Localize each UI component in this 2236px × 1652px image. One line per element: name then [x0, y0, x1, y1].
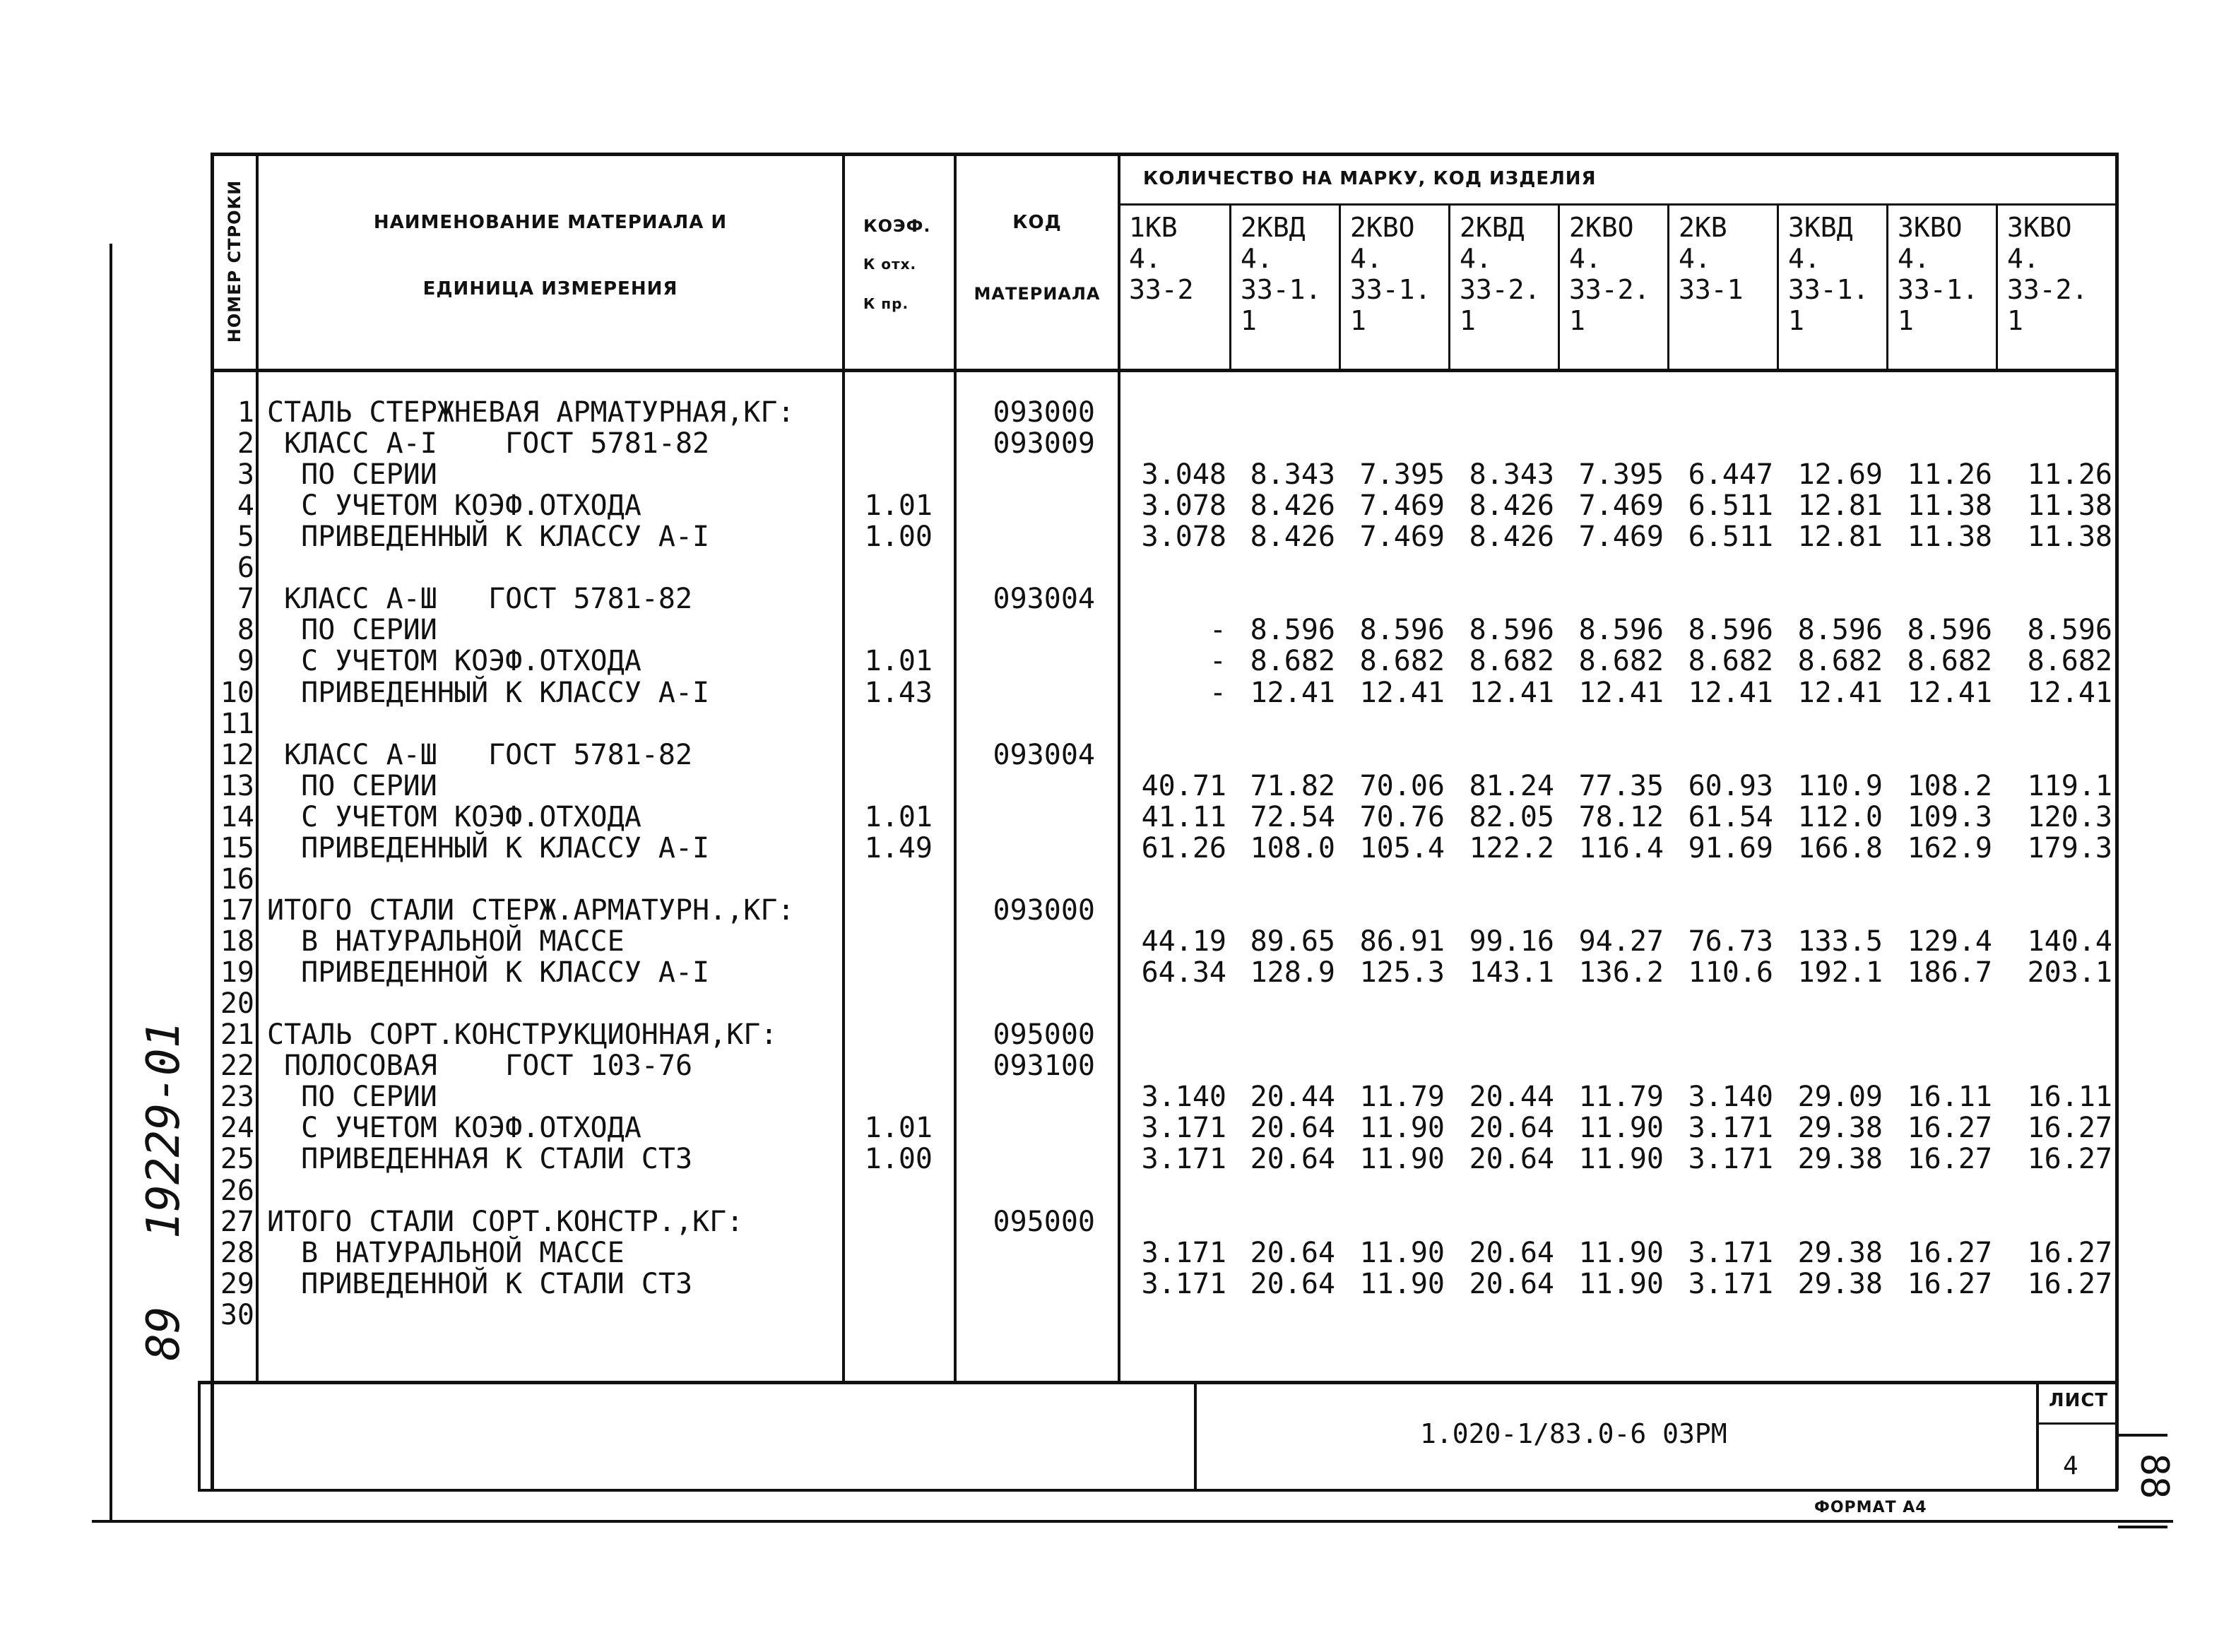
quantity-value: 16.27: [2027, 1267, 2112, 1300]
product-column-header-line: 1: [1460, 305, 1476, 336]
material-name: ПРИВЕДЕННЫЙ К КЛАССУ А-I: [267, 521, 710, 554]
material-name: ПРИВЕДЕННАЯ К СТАЛИ СТЗ: [267, 1143, 693, 1176]
material-name: С УЧЕТОМ КОЭФ.ОТХОДА: [267, 1112, 641, 1145]
quantity-value: 94.27: [1578, 925, 1664, 958]
quantity-value: 3.171: [1688, 1143, 1773, 1176]
product-column-header-line: 33-1.: [1788, 274, 1869, 305]
material-code: 093004: [993, 738, 1095, 771]
quantity-value: 8.343: [1469, 458, 1554, 492]
quantity-value: 29.38: [1797, 1236, 1883, 1269]
quantity-value: 8.682: [1578, 645, 1664, 678]
quantity-value: 11.38: [2027, 489, 2112, 523]
quantity-value: 20.64: [1469, 1236, 1554, 1269]
product-column-header-line: 2КВО: [1569, 212, 1634, 243]
quantity-value: 8.596: [1469, 614, 1554, 647]
sheet-cell-divider: [2036, 1422, 2118, 1425]
quantity-value: 86.91: [1359, 925, 1445, 958]
quantity-value: 60.93: [1688, 769, 1773, 802]
quantity-value: 64.34: [1141, 956, 1226, 990]
quantity-value: 3.171: [1141, 1236, 1226, 1269]
format-label: ФОРМАТ А4: [1814, 1499, 1927, 1516]
quantity-value: 11.90: [1359, 1236, 1445, 1269]
quantity-value: 8.682: [1469, 645, 1554, 678]
row-number: 30: [220, 1298, 254, 1331]
product-column-header-line: 33-2.: [1569, 274, 1650, 305]
side-document-number: 19229-01: [138, 1021, 190, 1240]
right-edge-mark: [2118, 1434, 2167, 1437]
row-number: 11: [220, 707, 254, 740]
quantity-value: 16.27: [1907, 1236, 1992, 1269]
material-name: ПРИВЕДЕННЫЙ К КЛАССУ А-I: [267, 676, 710, 709]
quantity-value: 109.3: [1907, 800, 1992, 833]
quantity-value: 12.41: [1359, 676, 1445, 709]
quantity-value: 7.469: [1359, 521, 1445, 554]
quantity-value: 20.44: [1469, 1081, 1554, 1114]
right-edge-mark: [2118, 1526, 2167, 1528]
quantity-value: 11.90: [1578, 1112, 1664, 1145]
product-column-header-line: 3КВО: [2007, 212, 2072, 243]
row-number: 29: [220, 1267, 254, 1300]
quantity-value: 11.90: [1578, 1267, 1664, 1300]
material-name: ПОЛОСОВАЯ ГОСТ 103-76: [267, 1050, 693, 1083]
quantity-value: -: [1209, 614, 1226, 647]
quantity-value: 11.90: [1359, 1112, 1445, 1145]
quantity-value: 91.69: [1688, 831, 1773, 864]
quantity-value: -: [1209, 645, 1226, 678]
rownum-col-divider: [256, 153, 259, 1383]
product-column-header-line: 3КВО: [1898, 212, 1963, 243]
code-col-divider: [1118, 153, 1120, 1383]
quantity-value: 7.395: [1359, 458, 1445, 492]
quantity-value: 112.0: [1797, 800, 1883, 833]
quantity-value: 128.9: [1250, 956, 1335, 990]
product-column-header-line: 1: [1569, 305, 1585, 336]
quantity-value: 8.596: [1907, 614, 1992, 647]
material-name: ПО СЕРИИ: [267, 769, 437, 802]
product-column-header-line: 2КВО: [1350, 212, 1415, 243]
quantity-value: 16.27: [2027, 1236, 2112, 1269]
product-column-header-line: 1: [1241, 305, 1257, 336]
quantity-value: 3.171: [1688, 1267, 1773, 1300]
material-name: КЛАСС А-Ш ГОСТ 5781-82: [267, 583, 693, 616]
quantity-value: 8.682: [1359, 645, 1445, 678]
table-left-border: [211, 153, 214, 1490]
quantity-value: 110.6: [1688, 956, 1773, 990]
quantity-value: 8.596: [1250, 614, 1335, 647]
document-code: 1.020-1/83.0-6 03РМ: [1420, 1418, 1727, 1449]
quantity-value: 133.5: [1797, 925, 1883, 958]
quantity-value: 11.38: [1907, 521, 1992, 554]
material-code: 093004: [993, 583, 1095, 616]
product-column-header-line: 33-1.: [1350, 274, 1431, 305]
product-column-header-line: 1: [2007, 305, 2023, 336]
product-column-header-line: 4.: [1898, 243, 1930, 274]
quantity-value: 76.73: [1688, 925, 1773, 958]
quantity-header: КОЛИЧЕСТВО НА МАРКУ, КОД ИЗДЕЛИЯ: [1143, 168, 1597, 189]
quantity-value: 8.682: [1907, 645, 1992, 678]
quantity-value: 16.11: [2027, 1081, 2112, 1114]
material-code: 095000: [993, 1018, 1095, 1052]
quantity-value: 3.078: [1141, 489, 1226, 523]
quantity-value: 12.41: [1688, 676, 1773, 709]
row-number: 27: [220, 1205, 254, 1238]
quantity-value: 8.682: [1250, 645, 1335, 678]
quantity-value: 11.90: [1359, 1143, 1445, 1176]
quantity-value: 105.4: [1359, 831, 1445, 864]
quantity-value: 20.64: [1250, 1143, 1335, 1176]
body-bottom-border: [198, 1381, 2118, 1384]
qty-subcol-divider: [1229, 203, 1231, 371]
coef-header-1: КОЭФ.: [863, 216, 931, 236]
quantity-value: 12.81: [1797, 489, 1883, 523]
material-name: С УЧЕТОМ КОЭФ.ОТХОДА: [267, 645, 641, 678]
material-code: 093000: [993, 893, 1095, 927]
quantity-value: 29.38: [1797, 1267, 1883, 1300]
row-number: 24: [220, 1112, 254, 1145]
product-column-header-line: 4.: [1460, 243, 1492, 274]
quantity-value: 12.69: [1797, 458, 1883, 492]
qty-subcol-divider: [1777, 203, 1779, 371]
qty-subcol-divider: [1996, 203, 1998, 371]
product-column-header-line: 4.: [1679, 243, 1711, 274]
product-column-header-line: 33-1: [1679, 274, 1744, 305]
side-page-number: 89: [138, 1306, 190, 1361]
coef-header-2: К отх.: [863, 256, 917, 273]
quantity-value: 129.4: [1907, 925, 1992, 958]
row-number: 19: [220, 956, 254, 990]
quantity-value: 7.469: [1578, 489, 1664, 523]
quantity-value: 71.82: [1250, 769, 1335, 802]
quantity-value: 99.16: [1469, 925, 1554, 958]
sheet-number: 4: [2063, 1451, 2078, 1480]
quantity-value: 120.3: [2027, 800, 2112, 833]
product-column-header-line: 2КВ: [1679, 212, 1727, 243]
quantity-value: 12.41: [2027, 676, 2112, 709]
quantity-value: 20.64: [1469, 1143, 1554, 1176]
product-column-header-line: 33-2.: [2007, 274, 2088, 305]
material-name: КЛАСС А-Ш ГОСТ 5781-82: [267, 738, 693, 771]
quantity-value: 11.90: [1359, 1267, 1445, 1300]
header-bottom-border: [211, 369, 2118, 372]
quantity-value: 116.4: [1578, 831, 1664, 864]
quantity-value: 12.81: [1797, 521, 1883, 554]
quantity-value: 20.64: [1469, 1112, 1554, 1145]
quantity-value: 16.27: [1907, 1143, 1992, 1176]
quantity-value: 20.64: [1250, 1236, 1335, 1269]
quantity-value: 11.26: [2027, 458, 2112, 492]
quantity-value: 16.27: [1907, 1112, 1992, 1145]
quantity-value: 3.048: [1141, 458, 1226, 492]
quantity-value: 11.26: [1907, 458, 1992, 492]
row-number: 14: [220, 800, 254, 833]
product-column-header-line: 1: [1788, 305, 1804, 336]
quantity-value: 20.64: [1469, 1267, 1554, 1300]
row-number: 6: [237, 552, 254, 585]
quantity-value: 61.54: [1688, 800, 1773, 833]
material-name: В НАТУРАЛЬНОЙ МАССЕ: [267, 925, 625, 958]
qty-subcol-divider: [1448, 203, 1450, 371]
quantity-value: 20.44: [1250, 1081, 1335, 1114]
quantity-value: 70.06: [1359, 769, 1445, 802]
product-column-header-line: 2КВД: [1460, 212, 1525, 243]
row-number: 3: [237, 458, 254, 492]
quantity-value: 125.3: [1359, 956, 1445, 990]
product-column-header-line: 2КВД: [1241, 212, 1306, 243]
quantity-value: 3.171: [1141, 1267, 1226, 1300]
quantity-value: 3.171: [1141, 1143, 1226, 1176]
row-number: 17: [220, 893, 254, 927]
quantity-value: 186.7: [1907, 956, 1992, 990]
material-name: ИТОГО СТАЛИ СОРТ.КОНСТР.,КГ:: [267, 1205, 744, 1238]
quantity-value: 3.140: [1141, 1081, 1226, 1114]
quantity-value: 203.1: [2027, 956, 2112, 990]
footer-left-border: [198, 1381, 201, 1490]
quantity-value: 166.8: [1797, 831, 1883, 864]
quantity-value: 11.38: [2027, 521, 2112, 554]
quantity-value: 7.469: [1359, 489, 1445, 523]
qty-subcol-divider: [1339, 203, 1341, 371]
quantity-value: 72.54: [1250, 800, 1335, 833]
quantity-value: 8.426: [1469, 489, 1554, 523]
coef-header-3: К пр.: [863, 295, 909, 312]
row-number: 21: [220, 1018, 254, 1052]
row-number: 10: [220, 676, 254, 709]
quantity-value: 108.2: [1907, 769, 1992, 802]
material-name: ПО СЕРИИ: [267, 458, 437, 492]
material-name: ПО СЕРИИ: [267, 614, 437, 647]
quantity-value: 89.65: [1250, 925, 1335, 958]
coefficient: 1.49: [864, 831, 933, 864]
row-number: 13: [220, 769, 254, 802]
quantity-value: 11.79: [1578, 1081, 1664, 1114]
row-number: 9: [237, 645, 254, 678]
row-number: 15: [220, 831, 254, 864]
quantity-value: 8.426: [1250, 489, 1335, 523]
product-column-header-line: 33-2.: [1460, 274, 1541, 305]
name-header-line1: НАИМЕНОВАНИЕ МАТЕРИАЛА И: [373, 212, 728, 233]
quantity-value: 16.27: [2027, 1112, 2112, 1145]
quantity-value: 192.1: [1797, 956, 1883, 990]
coefficient: 1.01: [864, 1112, 933, 1145]
product-column-header-line: 4.: [1569, 243, 1602, 274]
quantity-value: 11.79: [1359, 1081, 1445, 1114]
row-number: 28: [220, 1236, 254, 1269]
quantity-value: 82.05: [1469, 800, 1554, 833]
qty-subcol-divider: [1558, 203, 1560, 371]
product-column-header-line: 3КВД: [1788, 212, 1853, 243]
row-number: 7: [237, 583, 254, 616]
coefficient: 1.01: [864, 800, 933, 833]
quantity-value: 108.0: [1250, 831, 1335, 864]
quantity-value: 12.41: [1797, 676, 1883, 709]
row-number: 5: [237, 521, 254, 554]
product-column-header-line: 33-2: [1129, 274, 1194, 305]
quantity-value: 122.2: [1469, 831, 1554, 864]
quantity-value: -: [1209, 676, 1226, 709]
product-column-header-line: 33-1.: [1898, 274, 1979, 305]
quantity-value: 16.27: [2027, 1143, 2112, 1176]
quantity-value: 8.682: [2027, 645, 2112, 678]
quantity-value: 8.682: [1797, 645, 1883, 678]
footer-bottom-border: [198, 1489, 2118, 1492]
quantity-value: 40.71: [1141, 769, 1226, 802]
material-code: 093000: [993, 396, 1095, 429]
quantity-value: 11.90: [1578, 1236, 1664, 1269]
material-name: С УЧЕТОМ КОЭФ.ОТХОДА: [267, 800, 641, 833]
sheet-cell-left-divider: [2036, 1381, 2039, 1490]
product-column-header-line: 4.: [1241, 243, 1273, 274]
product-column-header-line: 4.: [1788, 243, 1821, 274]
material-name: СТАЛЬ СТЕРЖНЕВАЯ АРМАТУРНАЯ,КГ:: [267, 396, 795, 429]
row-number: 20: [220, 987, 254, 1021]
quantity-value: 11.38: [1907, 489, 1992, 523]
row-number: 4: [237, 489, 254, 523]
quantity-value: 6.511: [1688, 489, 1773, 523]
quantity-value: 29.38: [1797, 1143, 1883, 1176]
row-number: 12: [220, 738, 254, 771]
quantity-value: 119.1: [2027, 769, 2112, 802]
quantity-value: 8.596: [1688, 614, 1773, 647]
material-name: КЛАСС А-I ГОСТ 5781-82: [267, 427, 710, 460]
coefficient: 1.43: [864, 676, 933, 709]
quantity-value: 3.171: [1688, 1112, 1773, 1145]
quantity-value: 3.171: [1688, 1236, 1773, 1269]
quantity-value: 12.41: [1469, 676, 1554, 709]
quantity-value: 11.90: [1578, 1143, 1664, 1176]
material-code: 093100: [993, 1050, 1095, 1083]
product-column-header-line: 1: [1350, 305, 1366, 336]
material-name: В НАТУРАЛЬНОЙ МАССЕ: [267, 1236, 625, 1269]
material-name: СТАЛЬ СОРТ.КОНСТРУКЦИОННАЯ,КГ:: [267, 1018, 778, 1052]
quantity-value: 8.596: [1578, 614, 1664, 647]
row-number: 26: [220, 1174, 254, 1207]
quantity-value: 29.09: [1797, 1081, 1883, 1114]
coefficient: 1.01: [864, 489, 933, 523]
quantity-value: 8.596: [1797, 614, 1883, 647]
quantity-value: 12.41: [1907, 676, 1992, 709]
material-code: 093009: [993, 427, 1095, 460]
code-header-1: КОД: [1012, 212, 1062, 233]
sheet-label: ЛИСТ: [2049, 1390, 2109, 1411]
quantity-value: 8.426: [1250, 521, 1335, 554]
quantity-value: 29.38: [1797, 1112, 1883, 1145]
quantity-value: 20.64: [1250, 1267, 1335, 1300]
quantity-value: 3.140: [1688, 1081, 1773, 1114]
product-column-header-line: 1КВ: [1129, 212, 1178, 243]
name-header-line2: ЕДИНИЦА ИЗМЕРЕНИЯ: [422, 278, 678, 299]
product-column-header-line: 33-1.: [1241, 274, 1322, 305]
quantity-value: 6.511: [1688, 521, 1773, 554]
row-number: 25: [220, 1143, 254, 1176]
material-name: ПРИВЕДЕННОЙ К КЛАССУ А-I: [267, 956, 710, 990]
row-number: 2: [237, 427, 254, 460]
product-column-header-line: 4.: [1129, 243, 1161, 274]
quantity-value: 7.469: [1578, 521, 1664, 554]
quantity-value: 12.41: [1250, 676, 1335, 709]
quantity-value: 143.1: [1469, 956, 1554, 990]
row-number: 8: [237, 614, 254, 647]
quantity-value: 3.078: [1141, 521, 1226, 554]
stamp-left-divider: [1194, 1381, 1197, 1490]
name-col-divider: [842, 153, 845, 1383]
quantity-value: 41.11: [1141, 800, 1226, 833]
quantity-value: 16.27: [1907, 1267, 1992, 1300]
quantity-value: 77.35: [1578, 769, 1664, 802]
corner-number: 88: [2132, 1453, 2177, 1499]
coefficient: 1.00: [864, 1143, 933, 1176]
outer-left-border: [110, 244, 112, 1522]
material-name: С УЧЕТОМ КОЭФ.ОТХОДА: [267, 489, 641, 523]
quantity-value: 8.426: [1469, 521, 1554, 554]
quantity-value: 8.682: [1688, 645, 1773, 678]
product-column-header-line: 4.: [2007, 243, 2040, 274]
quantity-value: 8.596: [2027, 614, 2112, 647]
quantity-value: 8.343: [1250, 458, 1335, 492]
quantity-value: 12.41: [1578, 676, 1664, 709]
quantity-value: 136.2: [1578, 956, 1664, 990]
row-number: 23: [220, 1081, 254, 1114]
quantity-value: 6.447: [1688, 458, 1773, 492]
quantity-value: 179.3: [2027, 831, 2112, 864]
quantity-value: 20.64: [1250, 1112, 1335, 1145]
material-name: ПРИВЕДЕННОЙ К СТАЛИ СТЗ: [267, 1267, 693, 1300]
row-number: 16: [220, 862, 254, 896]
material-name: ИТОГО СТАЛИ СТЕРЖ.АРМАТУРН.,КГ:: [267, 893, 795, 927]
material-name: ПРИВЕДЕННЫЙ К КЛАССУ А-I: [267, 831, 710, 864]
row-number: 18: [220, 925, 254, 958]
quantity-value: 8.596: [1359, 614, 1445, 647]
table-top-border: [211, 153, 2118, 156]
qty-header-divider: [1118, 203, 2118, 206]
coefficient: 1.01: [864, 645, 933, 678]
table-right-border: [2115, 153, 2119, 1490]
product-column-header-line: 4.: [1350, 243, 1383, 274]
row-number: 1: [237, 396, 254, 429]
product-column-header-line: 1: [1898, 305, 1914, 336]
quantity-value: 7.395: [1578, 458, 1664, 492]
quantity-value: 44.19: [1141, 925, 1226, 958]
coefficient: 1.00: [864, 521, 933, 554]
quantity-value: 16.11: [1907, 1081, 1992, 1114]
material-code: 095000: [993, 1205, 1095, 1238]
quantity-value: 70.76: [1359, 800, 1445, 833]
quantity-value: 3.171: [1141, 1112, 1226, 1145]
row-number-header: НОМЕР СТРОКИ: [225, 179, 244, 343]
quantity-value: 78.12: [1578, 800, 1664, 833]
quantity-value: 140.4: [2027, 925, 2112, 958]
qty-subcol-divider: [1667, 203, 1669, 371]
quantity-value: 162.9: [1907, 831, 1992, 864]
qty-subcol-divider: [1886, 203, 1888, 371]
code-header-2: МАТЕРИАЛА: [974, 284, 1101, 304]
quantity-value: 81.24: [1469, 769, 1554, 802]
outer-bottom-border: [92, 1520, 2173, 1523]
row-number: 22: [220, 1050, 254, 1083]
quantity-value: 61.26: [1141, 831, 1226, 864]
quantity-value: 110.9: [1797, 769, 1883, 802]
material-name: ПО СЕРИИ: [267, 1081, 437, 1114]
